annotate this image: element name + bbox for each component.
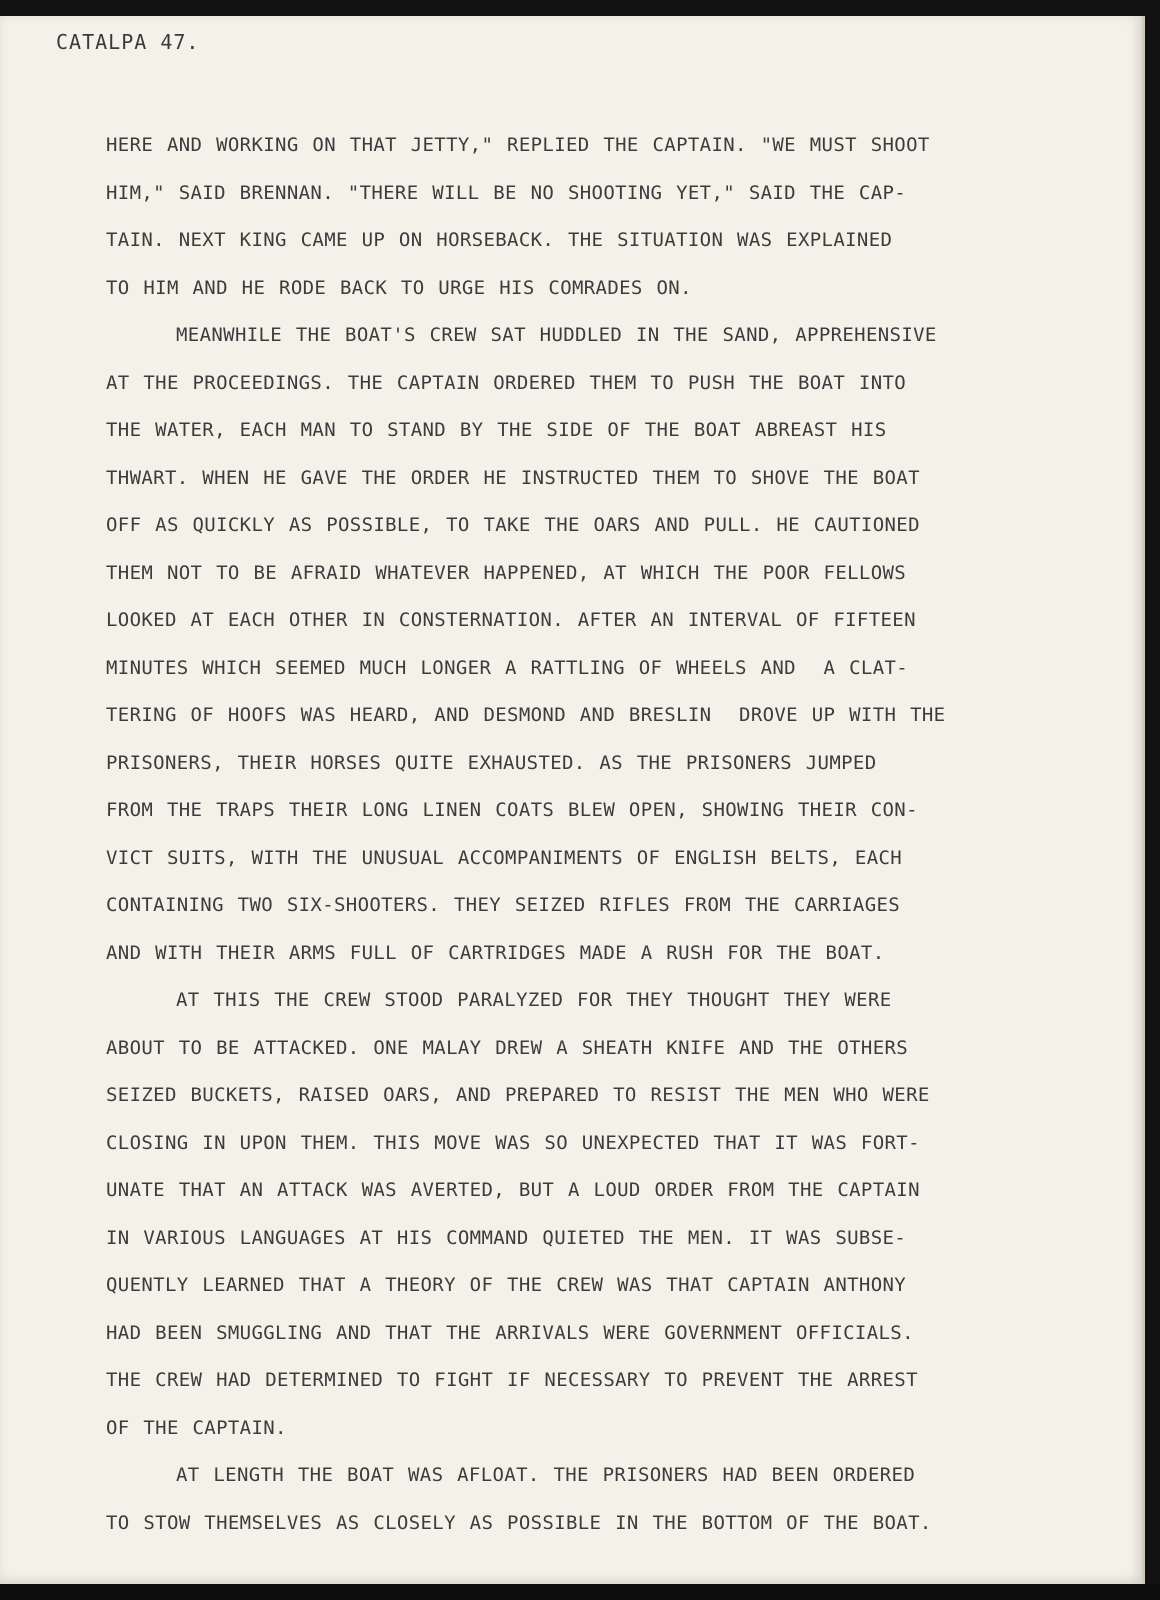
line-text: QUENTLY LEARNED THAT A THEORY OF THE CREW WAS THAT CAPTAIN ANTHONY	[106, 1274, 907, 1296]
line-text: VICT SUITS, WITH THE UNUSUAL ACCOMPANIMENTS OF ENGLISH BELTS, EACH	[106, 846, 903, 869]
document-body	[106, 122, 1106, 1547]
line-text: FROM THE TRAPS THEIR LONG LINEN COATS BLEW OPEN, SHOWING THEIR CON-	[106, 799, 918, 821]
line-text: HIM," SAID BRENNAN. "THERE WILL BE NO SHOOTING YET," SAID THE CAP-	[106, 181, 907, 204]
text-line	[106, 360, 1106, 408]
text-line	[106, 1072, 1106, 1120]
text-line	[106, 692, 1106, 740]
text-line	[106, 1215, 1106, 1263]
paragraph	[106, 312, 1106, 977]
text-line	[106, 1120, 1106, 1168]
scan-bottom-border	[0, 1584, 1160, 1600]
text-line	[106, 1357, 1106, 1405]
text-line	[106, 930, 1106, 978]
line-text: THE CREW HAD DETERMINED TO FIGHT IF NECESSARY TO PREVENT THE ARREST	[106, 1369, 918, 1391]
line-text: TO HIM AND HE RODE BACK TO URGE HIS COMRADES ON.	[106, 276, 692, 299]
text-line	[106, 407, 1106, 455]
text-line	[106, 740, 1106, 788]
paragraph	[106, 122, 1106, 312]
text-line	[106, 835, 1106, 883]
line-text: HERE AND WORKING ON THAT JETTY," REPLIED THE CAPTAIN. "WE MUST SHOOT	[106, 134, 930, 156]
paragraph	[106, 1452, 1106, 1547]
text-line	[106, 265, 1106, 313]
text-line	[106, 1452, 1106, 1500]
line-text: TERING OF HOOFS WAS HEARD, AND DESMOND AND BRESLIN DROVE UP WITH THE	[106, 704, 946, 726]
text-line	[106, 882, 1106, 930]
line-text: OF THE CAPTAIN.	[106, 1416, 287, 1439]
text-line	[106, 122, 1106, 170]
text-line	[106, 787, 1106, 835]
text-line	[106, 645, 1106, 693]
text-line	[106, 597, 1106, 645]
text-line	[106, 1167, 1106, 1215]
line-text: IN VARIOUS LANGUAGES AT HIS COMMAND QUIETED THE MEN. IT WAS SUBSE-	[106, 1226, 907, 1249]
page-header: CATALPA 47.	[56, 30, 200, 54]
line-text: OFF AS QUICKLY AS POSSIBLE, TO TAKE THE OARS AND PULL. HE CAUTIONED	[106, 514, 920, 536]
text-line	[106, 170, 1106, 218]
line-text: MEANWHILE THE BOAT'S CREW SAT HUDDLED IN THE SAND, APPREHENSIVE	[176, 324, 937, 346]
line-text: AT THE PROCEEDINGS. THE CAPTAIN ORDERED THEM TO PUSH THE BOAT INTO	[106, 371, 907, 394]
line-text: THEM NOT TO BE AFRAID WHATEVER HAPPENED, AT WHICH THE POOR FELLOWS	[106, 561, 907, 584]
text-line	[106, 1405, 1106, 1453]
line-text: HAD BEEN SMUGGLING AND THAT THE ARRIVALS WERE GOVERNMENT OFFICIALS.	[106, 1321, 914, 1344]
text-line	[106, 455, 1106, 503]
line-text: MINUTES WHICH SEEMED MUCH LONGER A RATTLING OF WHEELS AND A CLAT-	[106, 656, 909, 679]
text-line	[106, 312, 1106, 360]
line-text: LOOKED AT EACH OTHER IN CONSTERNATION. AFTER AN INTERVAL OF FIFTEEN	[106, 609, 916, 631]
text-line	[106, 1500, 1106, 1548]
line-text: TAIN. NEXT KING CAME UP ON HORSEBACK. THE SITUATION WAS EXPLAINED	[106, 229, 893, 251]
line-text: AT THIS THE CREW STOOD PARALYZED FOR THEY THOUGHT THEY WERE	[176, 989, 892, 1011]
text-line	[106, 502, 1106, 550]
line-text: AT LENGTH THE BOAT WAS AFLOAT. THE PRISONERS HAD BEEN ORDERED	[176, 1464, 916, 1486]
line-text: ABOUT TO BE ATTACKED. ONE MALAY DREW A SHEATH KNIFE AND THE OTHERS	[106, 1036, 909, 1059]
text-line	[106, 1025, 1106, 1073]
line-text: SEIZED BUCKETS, RAISED OARS, AND PREPARED TO RESIST THE MEN WHO WERE	[106, 1084, 930, 1106]
line-text: PRISONERS, THEIR HORSES QUITE EXHAUSTED. AS THE PRISONERS JUMPED	[106, 751, 877, 774]
line-text: THWART. WHEN HE GAVE THE ORDER HE INSTRUCTED THEM TO SHOVE THE BOAT	[106, 466, 920, 489]
line-text: TO STOW THEMSELVES AS CLOSELY AS POSSIBLE IN THE BOTTOM OF THE BOAT.	[106, 1511, 932, 1534]
line-text: THE WATER, EACH MAN TO STAND BY THE SIDE OF THE BOAT ABREAST HIS	[106, 419, 887, 441]
paragraph	[106, 977, 1106, 1452]
line-text: CLOSING IN UPON THEM. THIS MOVE WAS SO UNEXPECTED THAT IT WAS FORT-	[106, 1131, 920, 1154]
text-line	[106, 217, 1106, 265]
typewritten-page	[0, 16, 1145, 1584]
line-text: AND WITH THEIR ARMS FULL OF CARTRIDGES MADE A RUSH FOR THE BOAT.	[106, 941, 885, 964]
text-line	[106, 1262, 1106, 1310]
text-line	[106, 1310, 1106, 1358]
line-text: UNATE THAT AN ATTACK WAS AVERTED, BUT A LOUD ORDER FROM THE CAPTAIN	[106, 1179, 920, 1201]
text-line	[106, 550, 1106, 598]
line-text: CONTAINING TWO SIX-SHOOTERS. THEY SEIZED RIFLES FROM THE CARRIAGES	[106, 894, 901, 916]
text-line	[106, 977, 1106, 1025]
